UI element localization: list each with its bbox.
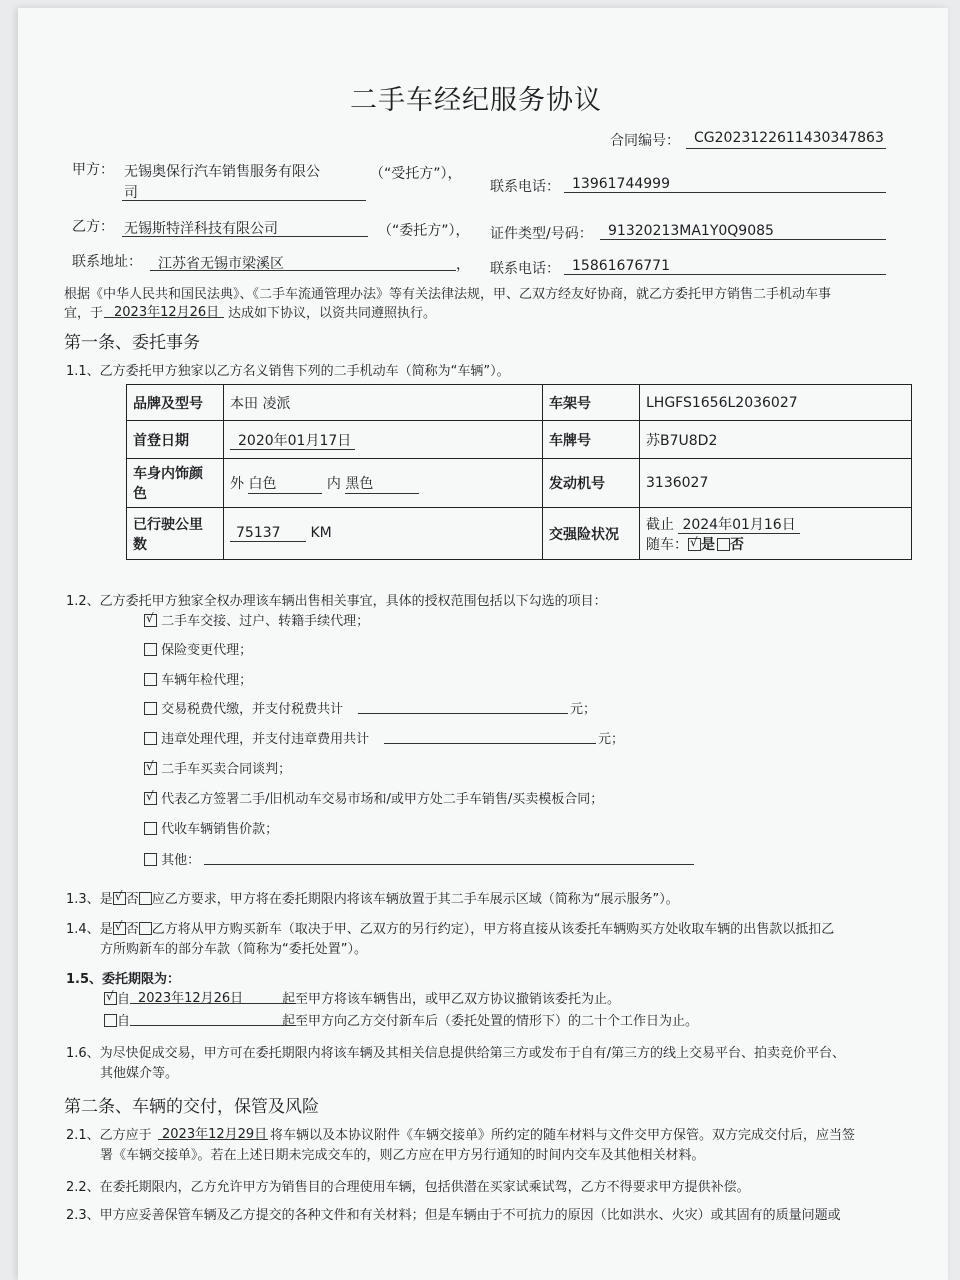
term-option-1-underline <box>130 1003 296 1004</box>
option-sign <box>144 788 603 807</box>
option-other-underline <box>204 864 694 865</box>
party-b-address-tail: ， <box>456 257 470 273</box>
party-a-phone-label: 联系电话： <box>490 179 560 195</box>
option-tax <box>144 698 343 717</box>
term-option-2-underline <box>130 1025 296 1026</box>
clause-1-3-no-label: 否 <box>125 892 139 907</box>
term-option-2-checkbox[interactable] <box>104 1014 117 1027</box>
plate-value: 苏B7U8D2 <box>640 421 912 459</box>
option-transfer-text: 二手车交接、过户、转籍手续代理； <box>161 614 370 629</box>
clause-1-3-text: 应乙方要求，甲方将在委托期限内将该车辆放置于其二手车展示区域（简称为“展示服务”）。 <box>151 892 679 907</box>
insurance-yes-checkbox[interactable] <box>688 538 701 551</box>
party-b-name-underline <box>122 236 368 237</box>
engine-value: 3136027 <box>640 459 912 508</box>
party-b-phone: 15861676771 <box>572 258 670 274</box>
party-b-phone-label: 联系电话： <box>490 261 560 277</box>
clause-2-1-a: 2.1、乙方应于 <box>66 1128 152 1143</box>
option-other <box>144 849 200 868</box>
clause-1-4-no-label: 否 <box>125 922 139 937</box>
party-b-address-label: 联系地址： <box>72 254 142 270</box>
color-cell <box>224 459 543 508</box>
mileage-label-line2: 数 <box>133 536 147 553</box>
clause-2-2: 2.2、在委托期限内，乙方允许甲方为销售目的合理使用车辆，包括供潜在买家试乘试驾，乙方不得要求甲方提供补偿。 <box>66 1180 750 1195</box>
preamble-line2-a: 宜，于 <box>64 306 104 321</box>
insurance-yes-label: 是 <box>701 536 715 553</box>
option-violation-underline <box>384 743 596 744</box>
option-other-checkbox[interactable] <box>144 853 157 866</box>
interior-prefix: 内 <box>326 475 341 492</box>
contract-number: CG2023122611430347863 <box>694 130 884 146</box>
contract-number-label: 合同编号： <box>610 133 680 149</box>
option-insurance <box>144 639 252 658</box>
term-option-1-prefix: 自 <box>117 992 131 1007</box>
preamble-date-underline <box>104 317 224 318</box>
article2-heading: 第二条、车辆的交付，保管及风险 <box>64 1097 319 1117</box>
option-tax-text: 交易税费代缴，并支付税费共计 <box>161 702 344 717</box>
clause-1-6-line1: 1.6、为尽快促成交易，甲方可在委托期限内将该车辆及其相关信息提供给第三方或发布于自有/第三方的线上交易平台、拍卖竞价平台、 <box>66 1046 846 1061</box>
term-option-2-text: 起至甲方向乙方交付新车后（委托处置的情形下）的二十个工作日为止。 <box>282 1014 699 1029</box>
party-b-address-underline <box>150 270 456 271</box>
document-title: 二手车经纪服务协议 <box>350 85 602 116</box>
mileage-value: 75137 <box>230 525 306 542</box>
clause-2-1-date-underline <box>158 1139 268 1140</box>
exterior-prefix: 外 <box>230 475 244 492</box>
party-b-role: （“委托方”）， <box>378 223 470 239</box>
option-other-text: 其他： <box>161 853 201 868</box>
option-collect-text: 代收车辆销售价款； <box>161 822 279 837</box>
reg-date-cell <box>224 421 543 459</box>
option-negotiation-text: 二手车买卖合同谈判； <box>161 762 292 777</box>
clause-1-3-yes-checkbox[interactable] <box>113 892 126 905</box>
insurance-no-checkbox[interactable] <box>717 538 730 551</box>
clause-1-4-yes-label: 是 <box>99 922 113 937</box>
option-transfer <box>144 610 369 629</box>
term-option-1 <box>104 988 130 1007</box>
exterior-color: 白色 <box>248 473 322 494</box>
clause-2-1-line2: 署《车辆交接单》。若在上述日期未完成交车的，则乙方应在甲方另行通知的时间内交车及其他相关材料。 <box>100 1148 705 1163</box>
option-violation <box>144 728 369 747</box>
clause-1-4-yes-checkbox[interactable] <box>113 922 126 935</box>
option-tax-tail: 元； <box>570 702 597 717</box>
term-option-2 <box>104 1010 130 1029</box>
color-label <box>127 459 224 508</box>
clause-1-4-line2: 方所购新车的部分车款（简称为“委托处置”）。 <box>100 942 367 957</box>
option-violation-checkbox[interactable] <box>144 732 157 745</box>
mileage-unit: KM <box>310 525 332 541</box>
preamble-date: 2023年12月26日 <box>114 305 220 320</box>
party-b-id-value: 91320213MA1Y0Q9085 <box>608 223 774 239</box>
option-tax-underline <box>358 713 568 714</box>
party-a-name-line1: 无锡奥保行汽车销售服务有限公 <box>124 164 320 180</box>
term-option-1-text: 起至甲方将该车辆售出，或甲乙双方协议撤销该委托为止。 <box>282 992 621 1007</box>
insurance-expiry-prefix: 截止 <box>646 516 674 533</box>
color-label-line1: 车身内饰颜 <box>133 466 203 482</box>
party-b-phone-underline <box>564 274 886 275</box>
party-a-phone: 13961744999 <box>572 176 670 192</box>
clause-1-3 <box>66 888 679 907</box>
party-a-name-underline <box>122 200 366 201</box>
insurance-no-label: 否 <box>730 536 744 553</box>
party-a-phone-underline <box>564 192 886 193</box>
mileage-cell <box>224 508 543 560</box>
party-b-id-underline <box>600 239 886 240</box>
option-violation-tail: 元； <box>598 732 625 747</box>
clause-1-1: 1.1、乙方委托甲方独家以乙方名义销售下列的二手机动车（简称为“车辆”）。 <box>66 364 510 379</box>
contract-page <box>18 8 948 1280</box>
interior-color: 黑色 <box>345 473 419 494</box>
party-b-name: 无锡斯特洋科技有限公司 <box>124 221 278 237</box>
clause-1-3-no-checkbox[interactable] <box>139 892 152 905</box>
engine-label: 发动机号 <box>543 459 640 508</box>
clause-2-1-b: 将车辆以及本协议附件《车辆交接单》所约定的随车材料与文件交甲方保管。双方完成交付后，应当签 <box>270 1128 856 1143</box>
reg-date-value: 2020年01月17日 <box>230 433 355 450</box>
clause-1-4-no-checkbox[interactable] <box>139 922 152 935</box>
insurance-expiry: 2024年01月16日 <box>678 517 799 534</box>
term-option-1-checkbox[interactable] <box>104 992 117 1005</box>
option-collect-checkbox[interactable] <box>144 822 157 835</box>
vehicle-info-table <box>126 384 912 560</box>
clause-2-1-date: 2023年12月29日 <box>162 1127 268 1142</box>
clause-2-3: 2.3、甲方应妥善保管车辆及乙方提交的各种文件和有关材料；但是车辆由于不可抗力的原因（比如洪水、火灾）或其固有的质量问题或 <box>66 1208 841 1223</box>
party-a-name-line2: 司 <box>124 185 138 201</box>
clause-1-6-line2: 其他媒介等。 <box>100 1066 179 1081</box>
clause-1-3-yes-label: 是 <box>99 892 113 907</box>
option-negotiation-checkbox[interactable] <box>144 762 157 775</box>
option-sign-checkbox[interactable] <box>144 792 157 805</box>
option-inspection <box>144 669 252 688</box>
clause-1-5-heading: 1.5、委托期限为： <box>66 972 181 987</box>
option-insurance-checkbox[interactable] <box>144 643 157 656</box>
option-transfer-checkbox[interactable] <box>144 614 157 627</box>
option-negotiation <box>144 758 291 777</box>
preamble-line2-b: 达成如下协议，以资共同遵照执行。 <box>228 306 437 321</box>
insurance-cell <box>640 508 912 560</box>
term-option-1-date: 2023年12月26日 <box>138 991 244 1006</box>
preamble-line1: 根据《中华人民共和国民法典》、《二手车流通管理办法》等有关法律法规，甲、乙双方经友好协商，就乙方委托甲方销售二手机动车事 <box>64 287 832 302</box>
clause-1-4-text: 乙方将从甲方购买新车（取决于甲、乙双方的另行约定），甲方将直接从该委托车辆购买方处收取车辆的出售款以抵扣乙 <box>151 922 835 937</box>
clause-1-2: 1.2、乙方委托甲方独家全权办理该车辆出售相关事宜，具体的授权范围包括以下勾选的项目： <box>66 594 607 609</box>
option-inspection-checkbox[interactable] <box>144 673 157 686</box>
mileage-label <box>127 508 224 560</box>
contract-number-underline <box>686 148 886 149</box>
insurance-label: 交强险状况 <box>543 508 640 560</box>
plate-label: 车牌号 <box>543 421 640 459</box>
option-violation-text: 违章处理代理，并支付违章费用共计 <box>161 732 370 747</box>
party-b-label: 乙方： <box>72 219 114 235</box>
option-sign-text: 代表乙方签署二手/旧机动车交易市场和/或甲方处二手车销售/买卖模板合同； <box>161 792 604 807</box>
insurance-with-car-label: 随车： <box>646 536 688 553</box>
vin-label: 车架号 <box>543 385 640 421</box>
reg-date-label: 首登日期 <box>127 421 224 459</box>
vin-value: LHGFS1656L2036027 <box>640 385 912 421</box>
color-label-line2: 色 <box>133 486 147 502</box>
party-b-address: 江苏省无锡市梁溪区 <box>158 256 284 272</box>
party-a-label: 甲方： <box>72 162 114 178</box>
option-tax-checkbox[interactable] <box>144 702 157 715</box>
clause-1-3-num: 1.3、 <box>66 892 100 907</box>
mileage-label-line1: 已行驶公里 <box>133 516 203 533</box>
clause-1-4 <box>66 918 834 937</box>
brand-value: 本田 凌派 <box>224 385 543 421</box>
brand-label: 品牌及型号 <box>127 385 224 421</box>
article1-heading: 第一条、委托事务 <box>64 333 200 353</box>
option-insurance-text: 保险变更代理； <box>161 643 253 658</box>
term-option-2-prefix: 自 <box>117 1014 131 1029</box>
option-collect <box>144 818 278 837</box>
party-b-id-label: 证件类型/号码： <box>490 226 593 242</box>
option-inspection-text: 车辆年检代理； <box>161 673 253 688</box>
clause-1-4-num: 1.4、 <box>66 922 100 937</box>
party-a-role: （“受托方”）， <box>370 166 462 182</box>
